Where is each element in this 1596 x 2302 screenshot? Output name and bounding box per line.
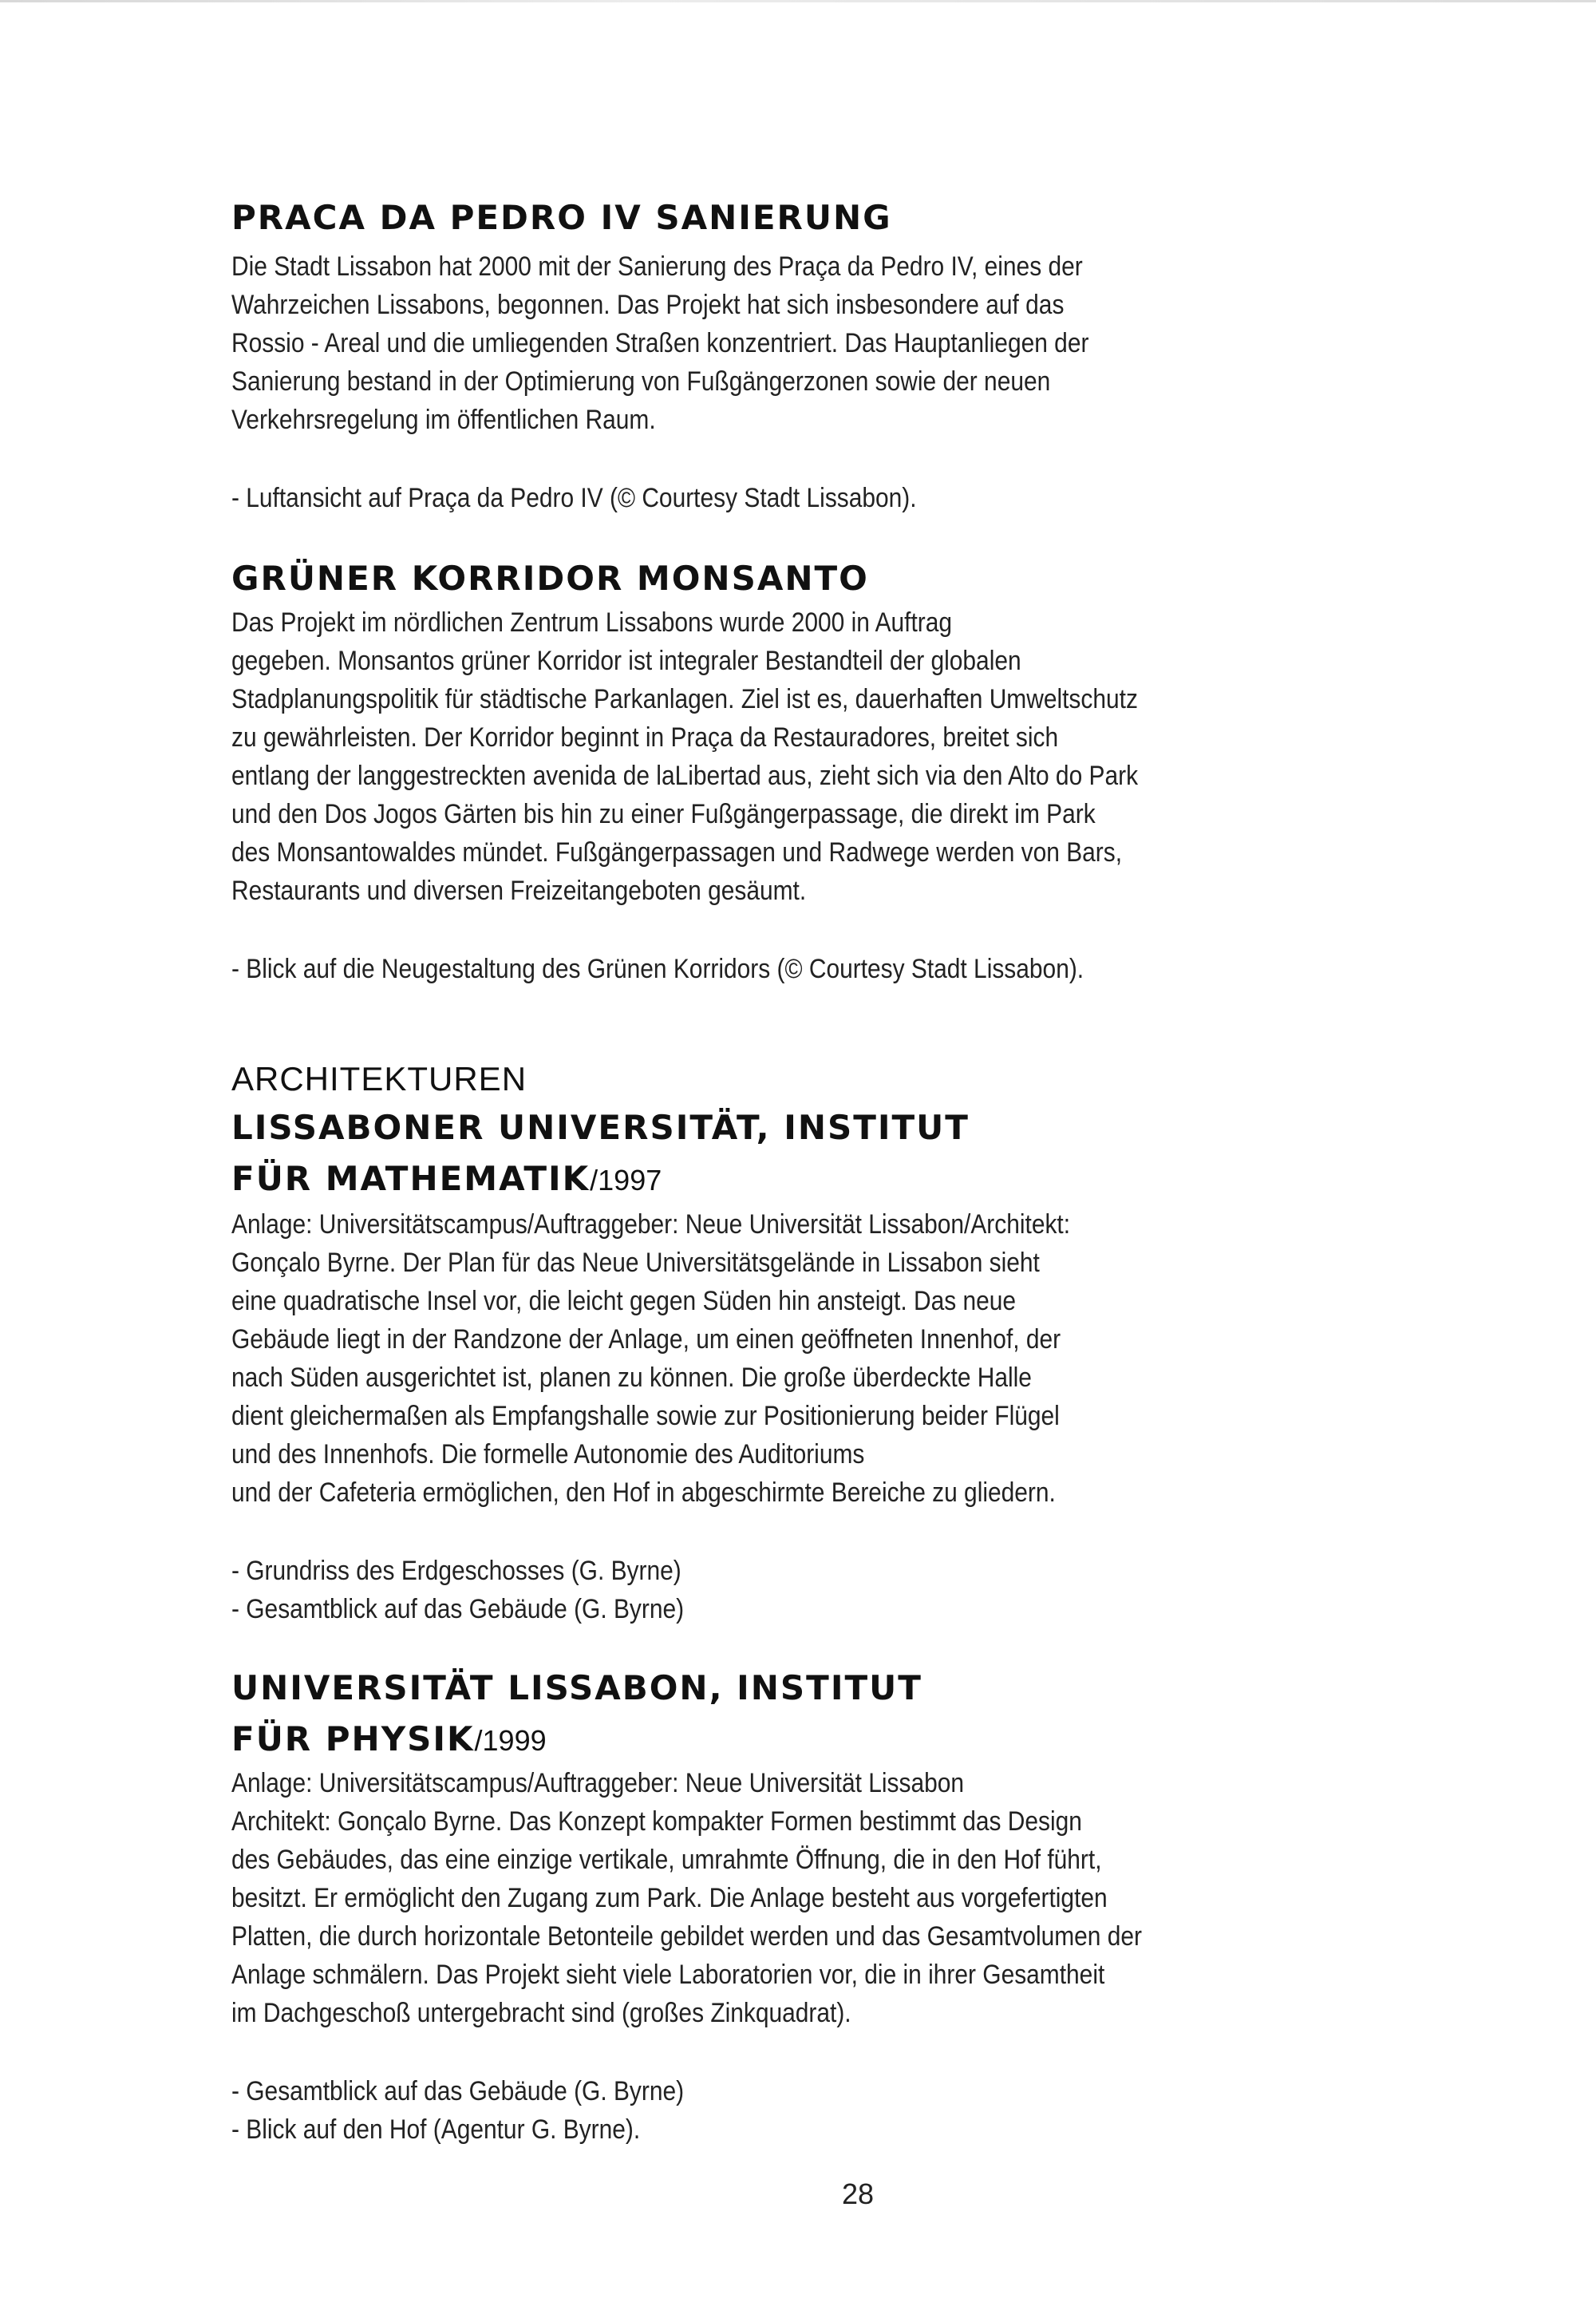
body-line: des Monsantowaldes mündet. Fußgängerpassagen und Radwege werden von Bars, — [231, 837, 1123, 868]
body-line: zu gewährleisten. Der Korridor beginnt in Praça da Restauradores, breitet sich — [231, 722, 1059, 753]
section-title-praca: PRACA DA PEDRO IV SANIERUNG — [231, 198, 892, 237]
section-title-mathematik-line1: LISSABONER UNIVERSITÄT, INSTITUT — [231, 1108, 970, 1147]
body-line: dient gleichermaßen als Empfangshalle sowie zur Positionierung beider Flügel — [231, 1401, 1060, 1431]
body-line: Platten, die durch horizontale Betonteile gebildet werden und das Gesamtvolumen der — [231, 1921, 1143, 1952]
section-title-mathematik-line2 — [231, 1159, 662, 1198]
title-text: FÜR MATHEMATIK — [231, 1159, 591, 1198]
body-line: Architekt: Gonçalo Byrne. Das Konzept kompakter Formen bestimmt das Design — [231, 1806, 1082, 1837]
body-line: entlang der langgestreckten avenida de laLibertad aus, zieht sich via den Alto do Park — [231, 761, 1139, 791]
body-line: eine quadratische Insel vor, die leicht gegen Süden hin ansteigt. Das neue — [231, 1286, 1017, 1316]
body-line: Wahrzeichen Lissabons, begonnen. Das Projekt hat sich insbesondere auf das — [231, 290, 1065, 320]
body-line: Gebäude liegt in der Randzone der Anlage, um einen geöffneten Innenhof, der — [231, 1324, 1061, 1355]
body-line: Restaurants und diversen Freizeitangeboten gesäumt. — [231, 876, 807, 906]
body-line: Stadplanungspolitik für städtische Parkanlagen. Ziel ist es, dauerhaften Umweltschutz — [231, 684, 1138, 714]
body-line: Anlage: Universitätscampus/Auftraggeber: Neue Universität Lissabon — [231, 1768, 965, 1798]
image-caption: - Blick auf den Hof (Agentur G. Byrne). — [231, 2114, 641, 2145]
image-caption: - Gesamtblick auf das Gebäude (G. Byrne) — [231, 1594, 685, 1624]
body-line: Sanierung bestand in der Optimierung von Fußgängerzonen sowie der neuen — [231, 366, 1051, 397]
category-label: ARCHITEKTUREN — [231, 1060, 527, 1098]
body-line: Anlage schmälern. Das Projekt sieht viele Laboratorien vor, die in ihrer Gesamtheit — [231, 1960, 1105, 1990]
section-title-physik-line1: UNIVERSITÄT LISSABON, INSTITUT — [231, 1668, 922, 1707]
image-caption: - Blick auf die Neugestaltung des Grünen Korridors (© Courtesy Stadt Lissabon). — [231, 954, 1084, 984]
body-line: Das Projekt im nördlichen Zentrum Lissabons wurde 2000 in Auftrag — [231, 607, 953, 638]
body-line: Verkehrsregelung im öffentlichen Raum. — [231, 405, 656, 435]
project-year: /1999 — [474, 1724, 547, 1757]
page-number: 28 — [842, 2177, 875, 2210]
body-line: im Dachgeschoß untergebracht sind (großes Zinkquadrat). — [231, 1998, 851, 2028]
project-year: /1997 — [590, 1164, 662, 1196]
body-line: Gonçalo Byrne. Der Plan für das Neue Universitätsgelände in Lissabon sieht — [231, 1248, 1040, 1278]
body-line: des Gebäudes, das eine einzige vertikale, umrahmte Öffnung, die in den Hof führt, — [231, 1845, 1102, 1875]
scan-edge — [0, 0, 1596, 2]
section-title-physik-line2 — [231, 1719, 547, 1758]
image-caption: - Gesamtblick auf das Gebäude (G. Byrne) — [231, 2076, 685, 2106]
body-line: und der Cafeteria ermöglichen, den Hof in abgeschirmte Bereiche zu gliedern. — [231, 1477, 1056, 1508]
section-title-monsanto: GRÜNER KORRIDOR MONSANTO — [231, 559, 869, 598]
body-line: gegeben. Monsantos grüner Korridor ist integraler Bestandteil der globalen — [231, 646, 1021, 676]
body-line: besitzt. Er ermöglicht den Zugang zum Park. Die Anlage besteht aus vorgefertigten — [231, 1883, 1108, 1913]
image-caption: - Luftansicht auf Praça da Pedro IV (© Courtesy Stadt Lissabon). — [231, 483, 917, 513]
body-line: und den Dos Jogos Gärten bis hin zu einer Fußgängerpassage, die direkt im Park — [231, 799, 1096, 829]
title-text: FÜR PHYSIK — [231, 1719, 475, 1758]
body-line: Anlage: Universitätscampus/Auftraggeber: Neue Universität Lissabon/Architekt: — [231, 1209, 1071, 1240]
image-caption: - Grundriss des Erdgeschosses (G. Byrne) — [231, 1556, 681, 1586]
body-line: Die Stadt Lissabon hat 2000 mit der Sanierung des Praça da Pedro IV, eines der — [231, 251, 1083, 282]
body-line: und des Innenhofs. Die formelle Autonomie des Auditoriums — [231, 1439, 865, 1469]
body-line: Rossio - Areal und die umliegenden Straßen konzentriert. Das Hauptanliegen der — [231, 328, 1089, 358]
body-line: nach Süden ausgerichtet ist, planen zu können. Die große überdeckte Halle — [231, 1363, 1032, 1393]
